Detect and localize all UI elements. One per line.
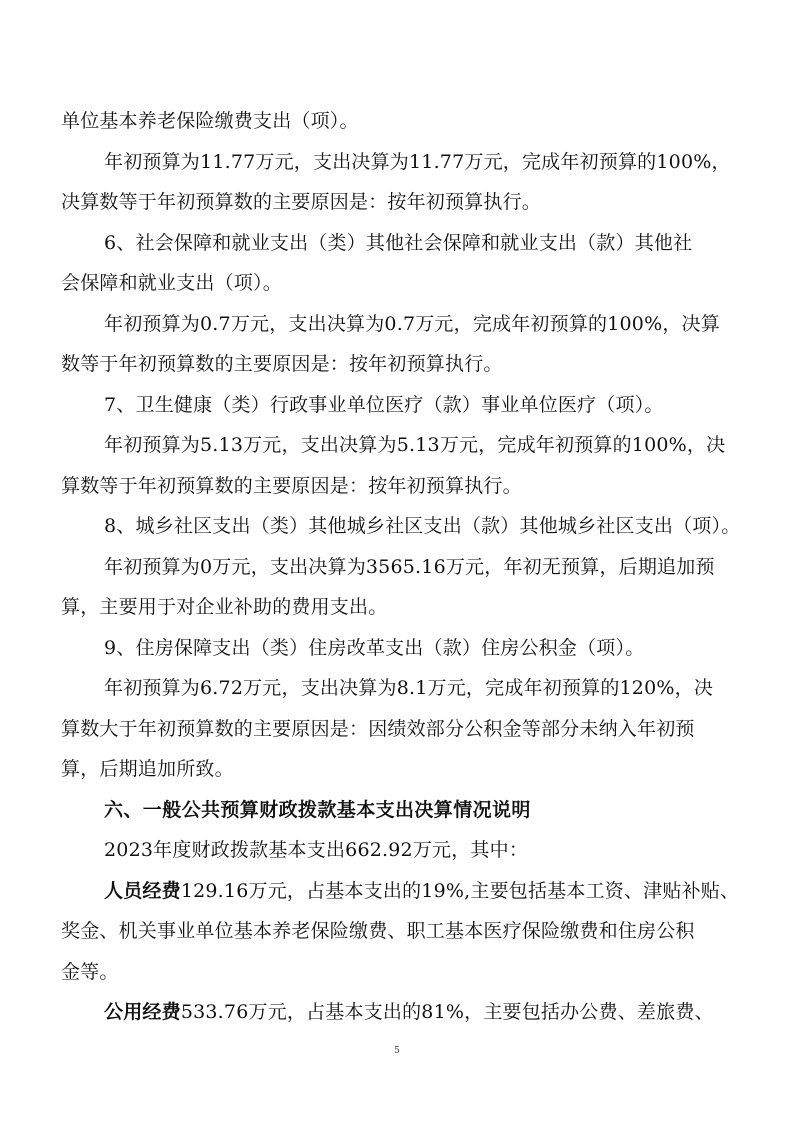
paragraph-line xyxy=(104,1000,714,1024)
paragraph-line: 单位基本养老保险缴费支出（项）。 xyxy=(61,110,359,132)
section-item-heading: 7、卫生健康（类）行政事业单位医疗（款）事业单位医疗（项）。 xyxy=(104,394,664,416)
paragraph-line: 决算数等于年初预算数的主要原因是：按年初预算执行。 xyxy=(61,191,542,213)
paragraph-line: 年初预算为0.7万元，支出决算为0.7万元，完成年初预算的100%，决算 xyxy=(104,313,720,335)
personnel-expense-label: 人员经费 xyxy=(104,880,181,902)
page-number: 5 xyxy=(394,1046,400,1056)
personnel-expense-text: 129.16万元，占基本支出的19%,主要包括基本工资、津贴补贴、 xyxy=(180,880,740,902)
public-expense-label: 公用经费 xyxy=(104,1001,181,1023)
section-heading: 六、一般公共预算财政拨款基本支出决算情况说明 xyxy=(104,799,531,821)
paragraph-line: 算，主要用于对企业补助的费用支出。 xyxy=(61,596,388,618)
section-item-heading: 9、住房保障支出（类）住房改革支出（款）住房公积金（项）。 xyxy=(104,637,645,659)
paragraph-line: 数等于年初预算数的主要原因是：按年初预算执行。 xyxy=(61,353,503,375)
paragraph-line: 2023年度财政拨款基本支出662.92万元，其中： xyxy=(104,839,529,861)
paragraph-line xyxy=(104,879,739,903)
paragraph-line: 年初预算为11.77万元，支出决算为11.77万元，完成年初预算的100%， xyxy=(104,151,731,173)
paragraph-line: 会保障和就业支出（项）。 xyxy=(61,272,282,294)
paragraph-line: 金等。 xyxy=(61,961,119,983)
paragraph-line: 算数等于年初预算数的主要原因是：按年初预算执行。 xyxy=(61,475,522,497)
section-item-heading: 6、社会保障和就业支出（类）其他社会保障和就业支出（款）其他社 xyxy=(104,232,693,254)
paragraph-line: 算数大于年初预算数的主要原因是：因绩效部分公积金等部分未纳入年初预 xyxy=(61,718,695,740)
section-item-heading: 8、城乡社区支出（类）其他城乡社区支出（款）其他城乡社区支出（项）。 xyxy=(104,515,741,537)
paragraph-line: 年初预算为5.13万元，支出决算为5.13万元，完成年初预算的100%，决 xyxy=(104,434,726,456)
paragraph-line: 奖金、机关事业单位基本养老保险缴费、职工基本医疗保险缴费和住房公积 xyxy=(61,920,695,942)
public-expense-text: 533.76万元，占基本支出的81%，主要包括办公费、差旅费、 xyxy=(180,1001,714,1023)
paragraph-line: 年初预算为6.72万元，支出决算为8.1万元，完成年初预算的120%，决 xyxy=(104,677,714,699)
paragraph-line: 年初预算为0万元，支出决算为3565.16万元，年初无预算，后期追加预 xyxy=(104,556,715,578)
paragraph-line: 算，后期追加所致。 xyxy=(61,758,234,780)
